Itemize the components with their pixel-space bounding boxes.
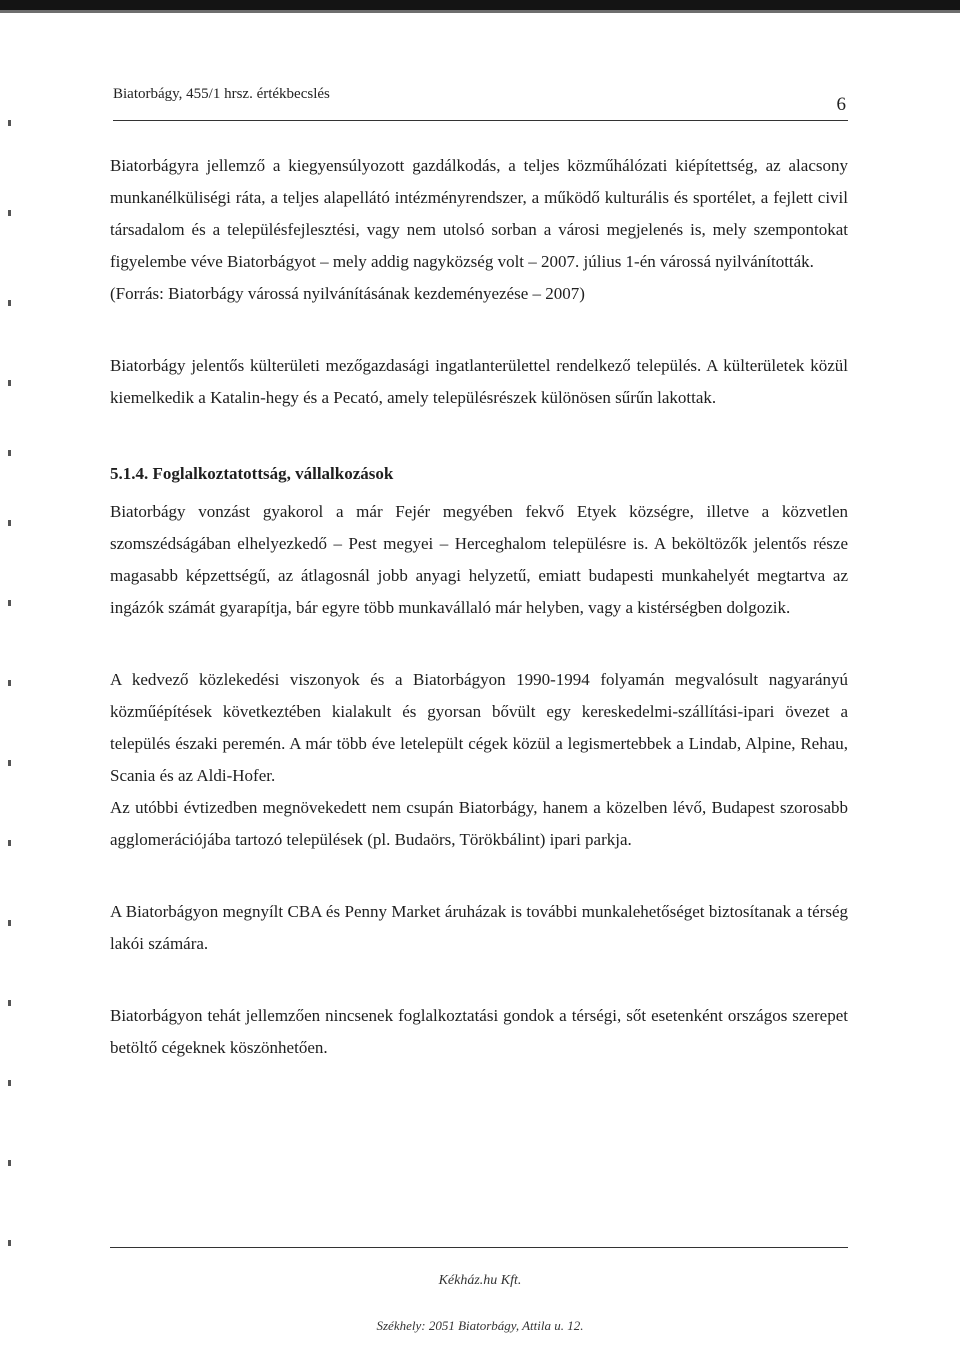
scan-top-bar (0, 0, 960, 10)
header-title: Biatorbágy, 455/1 hrsz. értékbecslés (113, 86, 330, 102)
page-header (113, 82, 848, 122)
paragraph: A kedvező közlekedési viszonyok és a Biatorbágyon 1990-1994 folyamán megvalósult nagyarányú közműépítések következtében kialakult és gyorsan bővült egy kereskedelmi-szállítási-ipari övezet a település északi peremén. A már több éve letelepült cégek közül a legismertebbek a Lindab, Alpine, Rehau, Scania és az Aldi-Hofer. (110, 670, 848, 785)
binding-hole-marks (0, 0, 20, 1367)
footer-company: Kékház.hu Kft. (438, 1273, 522, 1288)
page-number: 6 (836, 94, 846, 115)
footer-rule (110, 1247, 848, 1248)
paragraph: Az utóbbi évtizedben megnövekedett nem csupán Biatorbágy, hanem a közelben lévő, Budapest szorosabb agglomerációjába tartozó települések (pl. Budaörs, Törökbálint) ipari parkja. (110, 798, 848, 849)
paragraph: Biatorbágyra jellemző a kiegyensúlyozott gazdálkodás, a teljes közműhálózati kiépítettség, az alacsony munkanélküliségi ráta, a teljes alapellátó intézményrendszer, a működő kulturális és sportélet, a fejlett civil társadalom és a településfejlesztési, vagy nem utolsó sorban a városi megjelenés is, mely szempontokat figyelembe véve Biatorbágyot – mely addig nagyközség volt – 2007. július 1-én várossá nyilvánították. (110, 156, 848, 271)
document-body (110, 150, 848, 1064)
footer-address: Székhely: 2051 Biatorbágy, Attila u. 12. (376, 1318, 584, 1333)
section-heading: 5.1.4. Foglalkoztatottság, vállalkozások (110, 464, 394, 483)
paragraph: Biatorbágyon tehát jellemzően nincsenek foglalkoztatási gondok a térségi, sőt esetenként országos szerepet betöltő cégeknek köszönhetően. (110, 1006, 848, 1057)
scan-top-shadow (0, 10, 960, 13)
source-note: (Forrás: Biatorbágy várossá nyilvánításának kezdeményezése – 2007) (110, 284, 585, 303)
paragraph: Biatorbágy jelentős külterületi mezőgazdasági ingatlanterülettel rendelkező település. A külterületek közül kiemelkedik a Katalin-hegy és a Pecató, amely településrészek különösen sűrűn lakottak. (110, 356, 848, 407)
paragraph: A Biatorbágyon megnyílt CBA és Penny Market áruházak is további munkalehetőséget biztosítanak a térség lakói számára. (110, 902, 848, 953)
paragraph: Biatorbágy vonzást gyakorol a már Fejér megyében fekvő Etyek községre, illetve a közvetlen szomszédságában elhelyezkedő – Pest megyei – Herceghalom településre is. A beköltözők jelentős része magasabb képzettségű, az átlagosnál jobb anyagi helyzetű, emiatt budapesti munkahelyét megtartva az ingázók számát gyarapítja, bár egyre több munkavállaló már helyben, vagy a kistérségben dolgozik. (110, 502, 848, 617)
header-rule (113, 120, 848, 121)
